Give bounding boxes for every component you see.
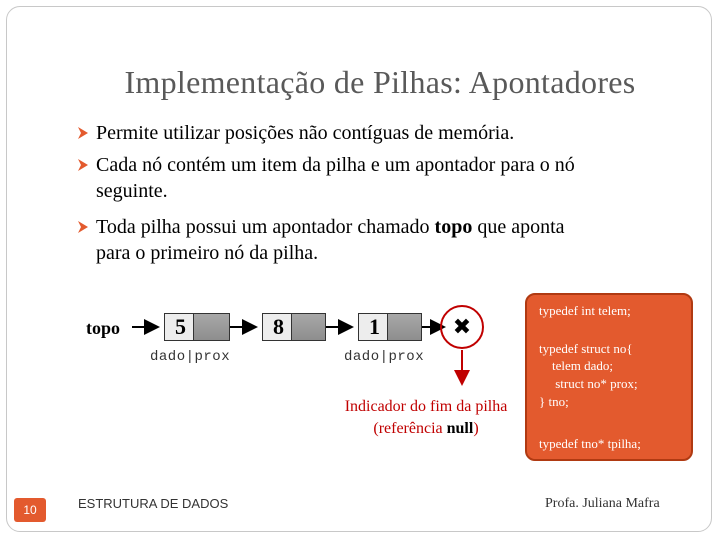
bullet-3-post: que aponta [472, 216, 565, 238]
node-pointer [292, 314, 325, 340]
node-pointer [194, 314, 229, 340]
code-line: typedef tno* tpilha; [539, 436, 641, 451]
code-line: telem dado; [539, 358, 614, 373]
node-1-fields-label: dado|prox [150, 349, 231, 365]
page-number-badge: 10 [14, 498, 46, 522]
stack-node-1 [164, 313, 230, 341]
node-value: 5 [165, 314, 194, 340]
x-icon: ✖ [452, 314, 472, 339]
bullet-1-text: Permite utilizar posições não contíguas de memória. [96, 122, 515, 144]
code-line: } tno; [539, 394, 569, 409]
footer-course: ESTRUTURA DE DADOS [78, 496, 229, 511]
null-indicator-label [336, 396, 516, 440]
bullet-3-pre: Toda pilha possui um apontador chamado [96, 216, 435, 238]
bullet-3-bold: topo [434, 216, 473, 238]
stack-node-3 [358, 313, 422, 341]
topo-label: topo [86, 318, 121, 338]
code-box [525, 293, 693, 461]
bullet-3-line2: para o primeiro nó da pilha. [96, 242, 319, 264]
bullet-2-line1: Cada nó contém um item da pilha e um apontador para o nó [96, 154, 575, 176]
node-pointer [388, 314, 421, 340]
footer-author: Profa. Juliana Mafra [545, 496, 660, 511]
stack-node-2 [262, 313, 326, 341]
null-label-pre: Indicador do fim da pilha (referência [344, 398, 508, 437]
null-label-post: ) [473, 420, 479, 437]
node-3-fields-label: dado|prox [344, 349, 425, 365]
code-line: typedef int telem; [539, 303, 631, 318]
bullet-2-line2: seguinte. [96, 180, 168, 202]
code-line: struct no* prox; [539, 376, 638, 391]
code-line: typedef struct no{ [539, 341, 633, 356]
node-value: 1 [359, 314, 388, 340]
slide-title: Implementação de Pilhas: Apontadores [124, 64, 636, 100]
null-marker [440, 305, 484, 349]
null-label-bold: null [446, 420, 474, 437]
node-value: 8 [263, 314, 292, 340]
